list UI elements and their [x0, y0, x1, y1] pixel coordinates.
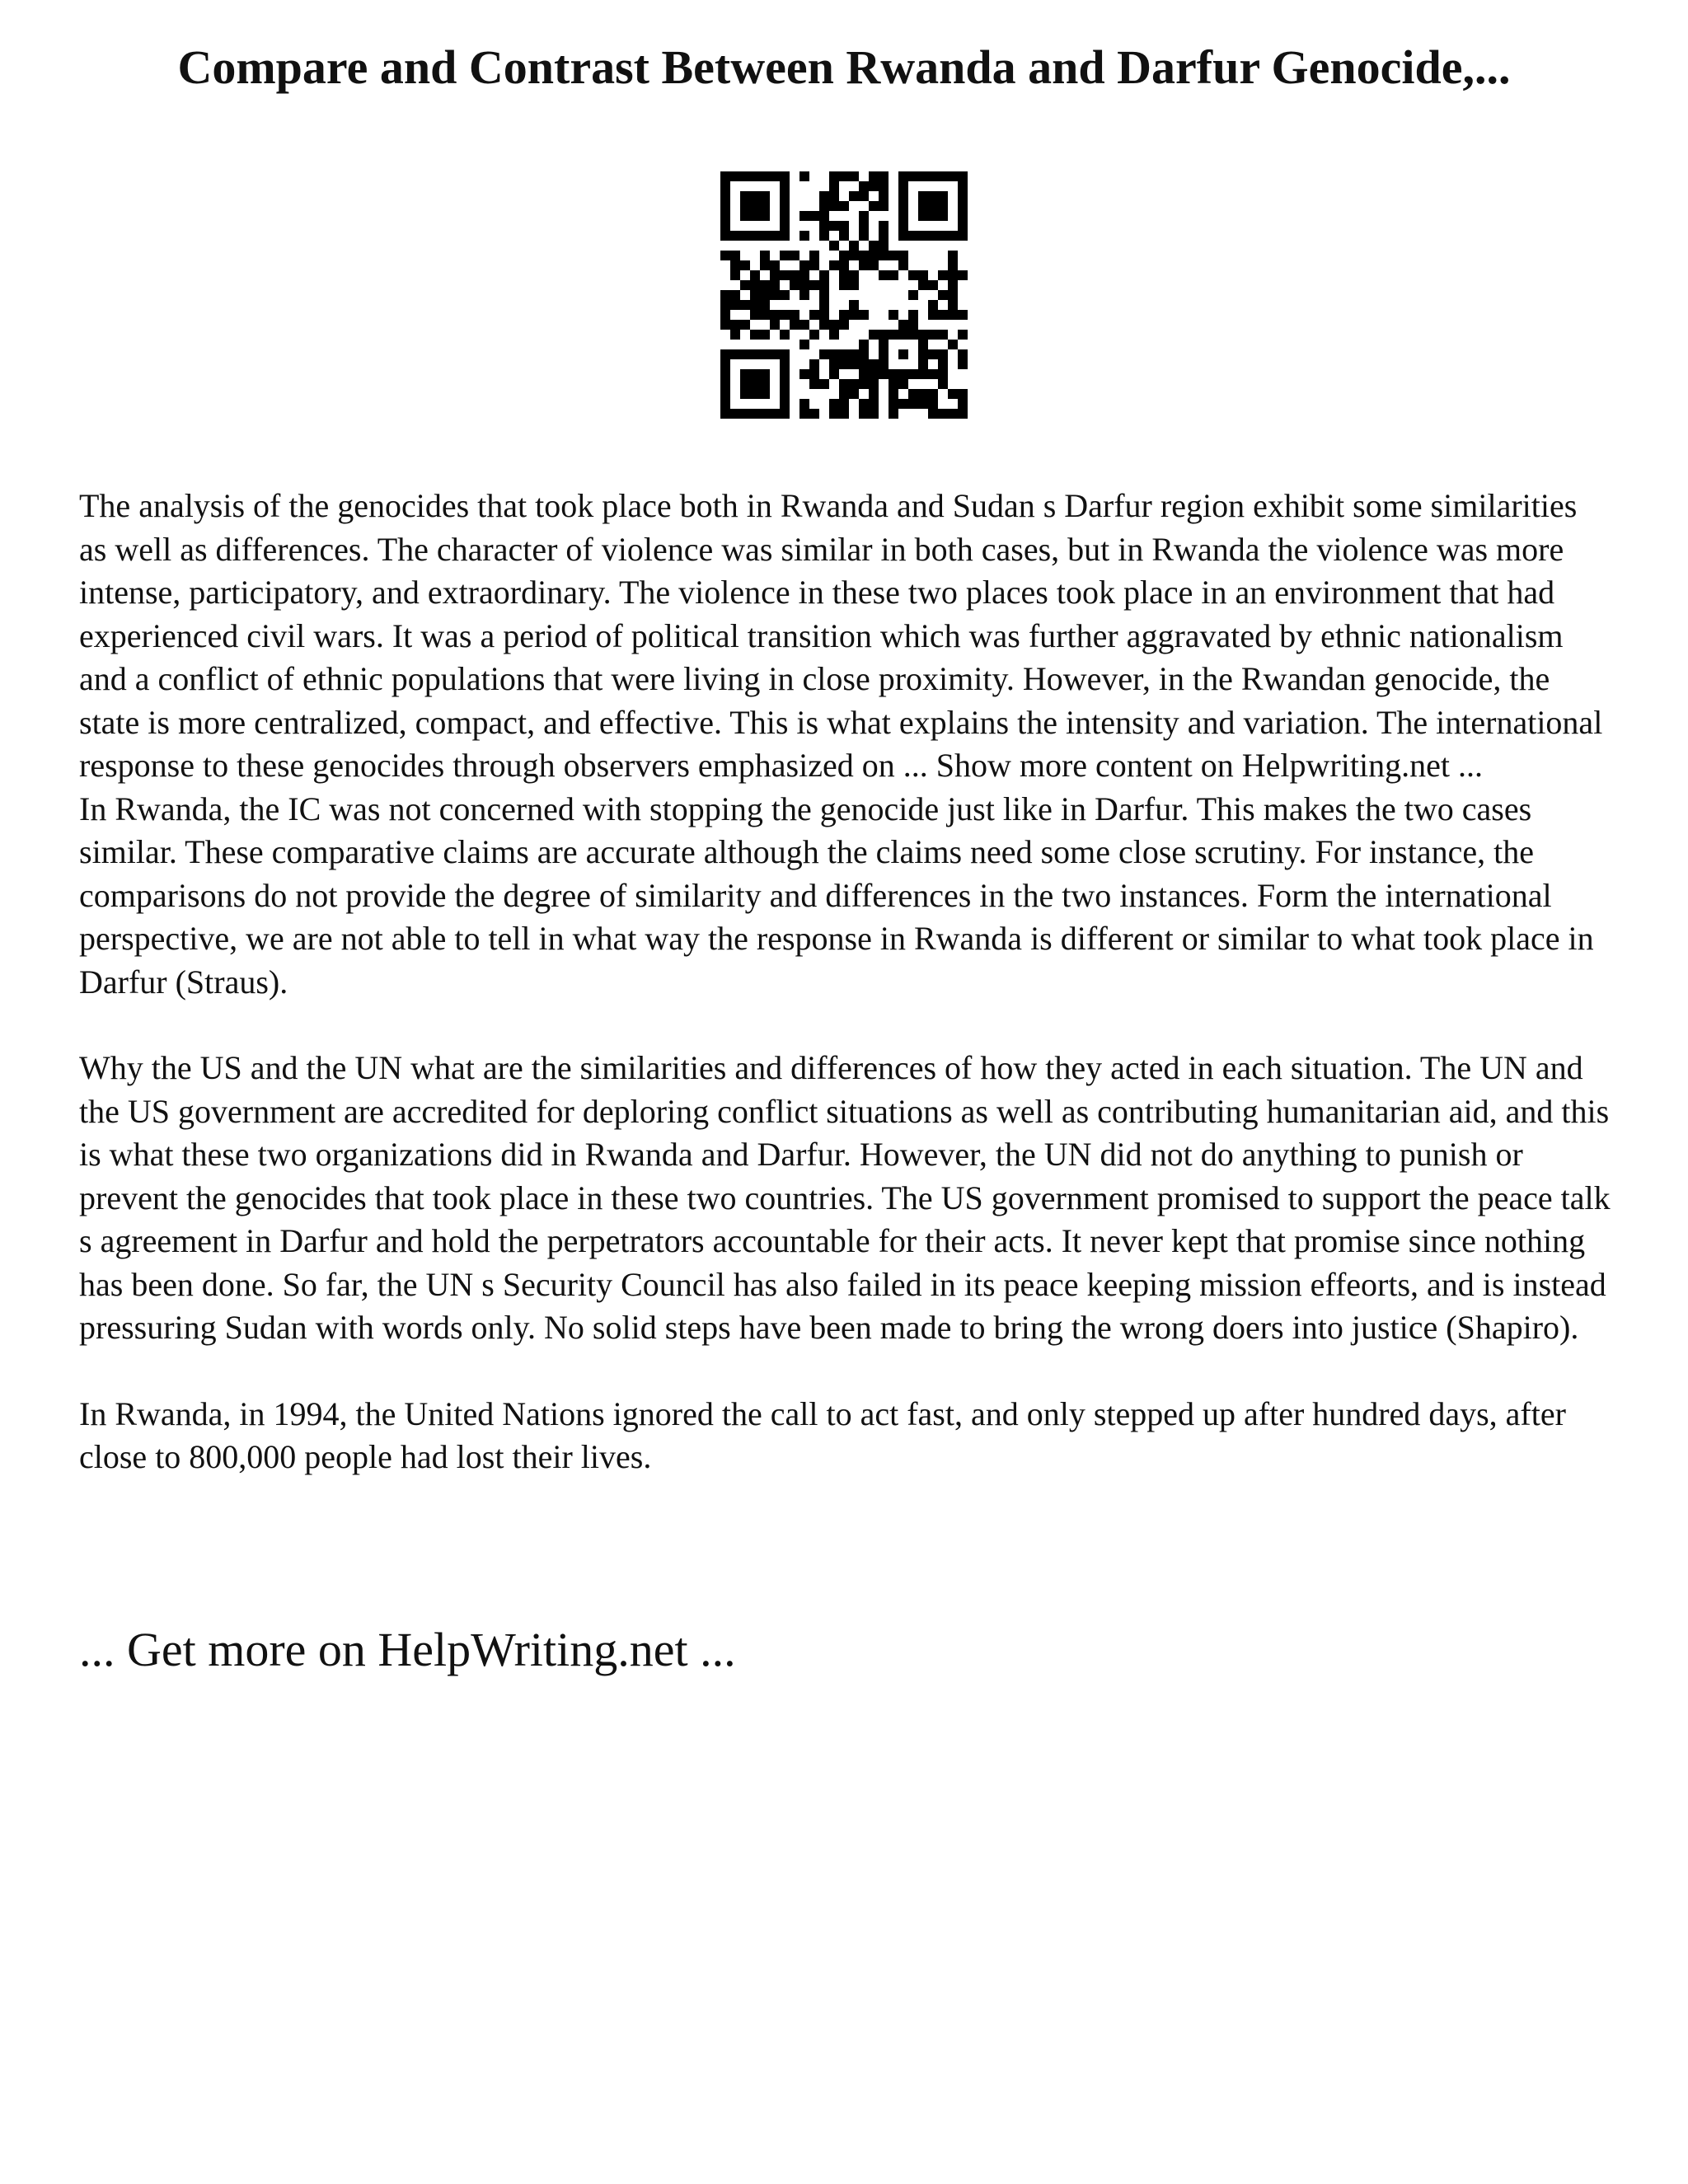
document-title: Compare and Contrast Between Rwanda and Darfur Genocide,... — [177, 40, 1511, 94]
paragraph-2: In Rwanda, the IC was not concerned with stopping the genocide just like in Darfur. This makes the two cases similar. These comparative claims are accurate although the claims need some close scrutiny. For instance, the comparisons do not provide the degree of similarity and differences in the two instances. Form the international perspective, we are not able to tell in what way the response in Rwanda is different or similar to what took place in Darfur (Straus). — [79, 790, 1594, 1001]
get-more-link[interactable]: ... Get more on HelpWriting.net ... — [79, 1623, 736, 1676]
paragraph-1: The analysis of the genocides that took place both in Rwanda and Sudan s Darfur region exhibit some similarities as well as differences. The character of violence was similar in both cases, but in Rwanda the violence was more intense, participatory, and extraordinary. The violence in these two places took place in an environment that had experienced civil wars. It was a period of political transition which was further aggravated by ethnic nationalism and a conflict of ethnic populations that were living in close proximity. However, in the Rwandan genocide, the state is more centralized, compact, and effective. This is what explains the intensity and variation. The international response to these genocides through observers emphasized on ... Show more content on Helpwriting.net ... — [79, 487, 1603, 784]
paragraph-4: In Rwanda, in 1994, the United Nations ignored the call to act fast, and only stepped up after hundred days, after close to 800,000 people had lost their lives. — [79, 1394, 1566, 1475]
paragraph-3: Why the US and the UN what are the similarities and differences of how they acted in each situation. The UN and the US government are accredited for deploring conflict situations as well as contributing humanitarian aid, and this is what these two organizations did in Rwanda and Darfur. However, the UN did not do anything to punish or prevent the genocides that took place in these two countries. The US government promised to support the peace talk s agreement in Darfur and hold the perpetrators accountable for their acts. It never kept that promise since nothing has been done. So far, the UN s Security Council has also failed in its peace keeping mission effeorts, and is instead pressuring Sudan with words only. No solid steps have been made to bring the wrong doers into justice (Shapiro). — [79, 1049, 1611, 1346]
qr-code-icon — [720, 171, 968, 419]
document-body — [79, 485, 1612, 1479]
